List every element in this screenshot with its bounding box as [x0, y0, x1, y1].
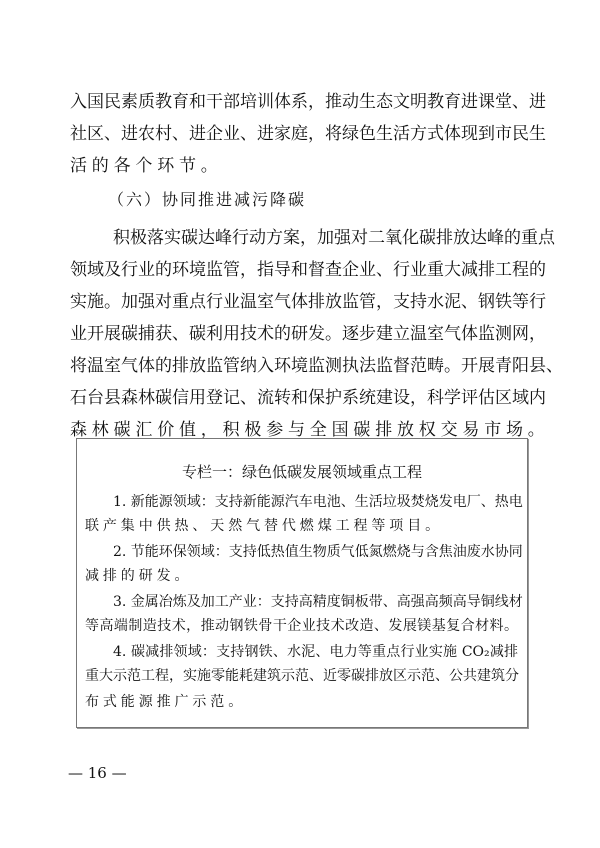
text-line: 活的各个环节。 [70, 156, 223, 176]
text-line: 森林碳汇价值，积极参与全国碳排放权交易市场。 [70, 420, 550, 440]
box-line: 减排的研发。 [85, 568, 193, 584]
text-line: 业开展碳捕获、碳利用技术的研发。逐步建立温室气体监测网， [70, 324, 546, 344]
box-line: 4. 碳减排领域：支持钢铁、水泥、电力等重点行业实施 CO₂减排 [113, 644, 518, 660]
text-line: 社区、进农村、进企业、进家庭，将绿色生活方式体现到市民生 [70, 124, 546, 144]
box-title: 专栏一：绿色低碳发展领域重点工程 [181, 463, 422, 481]
box-line: 2. 节能环保领域：支持低热值生物质气低氮燃烧与含焦油废水协同 [113, 544, 523, 560]
sidebar-box [76, 438, 528, 728]
section-heading: （六）协同推进减污降碳 [108, 190, 307, 209]
box-line: 联产集中供热、天然气替代燃煤工程等项目。 [85, 518, 443, 534]
text-line: 实施。加强对重点行业温室气体排放监管，支持水泥、钢铁等行 [70, 292, 546, 312]
box-line: 重大示范工程，实施零能耗建筑示范、近零碳排放区示范、公共建筑分 [85, 668, 519, 684]
box-line: 3. 金属冶炼及加工产业：支持高精度铜板带、高强高频高导铜线材 [113, 594, 523, 610]
text-line: 入国民素质教育和干部培训体系，推动生态文明教育进课堂、进 [70, 92, 546, 112]
page-number: — 16 — [68, 764, 127, 782]
text-line: 石台县森林碳信用登记、流转和保护系统建设，科学评估区域内 [70, 388, 546, 408]
text-line: 领域及行业的环境监管，指导和督查企业、行业重大减排工程的 [70, 260, 546, 280]
text-line: 积极落实碳达峰行动方案，加强对二氧化碳排放达峰的重点 [113, 228, 555, 248]
box-line: 1. 新能源领域：支持新能源汽车电池、生活垃圾焚烧发电厂、热电 [113, 494, 523, 510]
box-line: 布式能源推广示范。 [85, 694, 247, 710]
box-line: 等高端制造技术，推动钢铁骨干企业技术改造、发展镁基复合材料。 [85, 618, 518, 634]
text-line: 将温室气体的排放监管纳入环境监测执法监督范畴。开展青阳县、 [70, 356, 563, 376]
